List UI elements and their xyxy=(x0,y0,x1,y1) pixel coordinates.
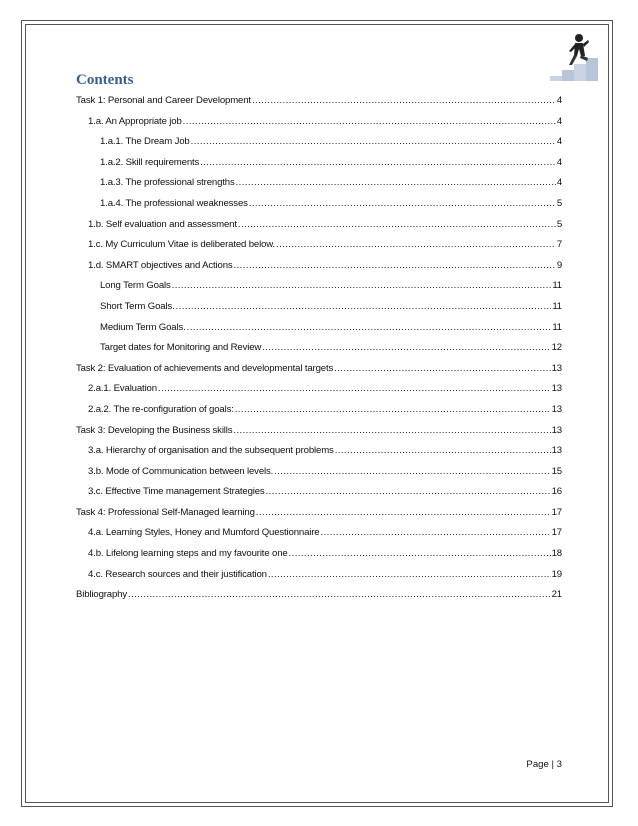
toc-entry[interactable] xyxy=(76,153,562,174)
toc-entry-page: 17 xyxy=(551,527,562,539)
toc-leader-dots xyxy=(176,297,552,318)
toc-entry-page: 4 xyxy=(556,156,562,168)
toc-leader-dots xyxy=(262,338,550,359)
toc-leader-dots xyxy=(234,256,556,277)
toc-entry[interactable] xyxy=(76,544,562,565)
toc-leader-dots xyxy=(200,153,556,174)
toc-entry-page: 15 xyxy=(551,465,562,477)
toc-entry-label: 1.d. SMART objectives and Actions xyxy=(88,259,233,271)
toc-entry-page: 17 xyxy=(551,506,562,518)
toc-entry[interactable] xyxy=(76,565,562,586)
toc-entry[interactable] xyxy=(76,359,562,380)
table-of-contents xyxy=(76,91,562,606)
toc-entry-page: 9 xyxy=(556,259,562,271)
toc-entry-label: 4.b. Lifelong learning steps and my favourite one xyxy=(88,548,288,560)
toc-entry[interactable] xyxy=(76,173,562,194)
toc-entry-page: 5 xyxy=(556,197,562,209)
toc-leader-dots xyxy=(335,441,551,462)
toc-entry-label: 3.b. Mode of Communication between levels. xyxy=(88,465,274,477)
toc-entry[interactable] xyxy=(76,132,562,153)
toc-entry-page: 4 xyxy=(556,95,562,106)
toc-entry-page: 7 xyxy=(556,239,562,251)
climbing-man-logo xyxy=(548,32,604,84)
toc-entry[interactable] xyxy=(76,235,562,256)
toc-entry[interactable] xyxy=(76,91,562,112)
toc-leader-dots xyxy=(236,173,556,194)
toc-entry-page: 12 xyxy=(551,342,562,354)
toc-entry[interactable] xyxy=(76,276,562,297)
toc-entry-label: Long Term Goals xyxy=(100,280,171,292)
toc-entry-page: 4 xyxy=(556,115,562,127)
toc-entry-page: 13 xyxy=(551,362,562,374)
toc-entry-label: Medium Term Goals. xyxy=(100,321,186,333)
toc-entry-label: 1.a.2. Skill requirements xyxy=(100,156,200,168)
toc-leader-dots xyxy=(249,194,556,215)
toc-entry-page: 13 xyxy=(551,424,562,436)
toc-leader-dots xyxy=(183,112,556,133)
toc-entry[interactable] xyxy=(76,194,562,215)
toc-entry-label: 1.a.1. The Dream Job xyxy=(100,136,190,148)
page-number-footer: Page | 3 xyxy=(526,759,562,770)
toc-entry[interactable] xyxy=(76,462,562,483)
toc-entry[interactable] xyxy=(76,215,562,236)
toc-entry-label: Bibliography xyxy=(76,589,127,601)
toc-entry-page: 4 xyxy=(556,136,562,148)
toc-entry-page: 21 xyxy=(551,589,562,601)
toc-entry[interactable] xyxy=(76,338,562,359)
toc-leader-dots xyxy=(252,91,556,112)
toc-entry-label: 1.a.4. The professional weaknesses xyxy=(100,197,248,209)
toc-entry-label: 3.a. Hierarchy of organisation and the subsequent problems xyxy=(88,445,334,457)
toc-leader-dots xyxy=(289,544,551,565)
toc-entry[interactable] xyxy=(76,421,562,442)
toc-entry-label: 4.a. Learning Styles, Honey and Mumford Questionnaire xyxy=(88,527,320,539)
toc-leader-dots xyxy=(233,421,550,442)
toc-entry-page: 13 xyxy=(551,403,562,415)
toc-entry-label: Task 4: Professional Self-Managed learning xyxy=(76,506,255,518)
toc-entry-label: Short Term Goals. xyxy=(100,300,175,312)
toc-leader-dots xyxy=(321,523,551,544)
toc-entry-page: 13 xyxy=(551,445,562,457)
toc-entry[interactable] xyxy=(76,256,562,277)
toc-leader-dots xyxy=(266,482,551,503)
toc-entry-page: 5 xyxy=(556,218,562,230)
toc-entry[interactable] xyxy=(76,379,562,400)
toc-entry-page: 4 xyxy=(556,177,562,189)
toc-entry-page: 11 xyxy=(552,321,562,333)
toc-leader-dots xyxy=(334,359,551,380)
toc-entry[interactable] xyxy=(76,112,562,133)
toc-leader-dots xyxy=(128,585,551,606)
toc-entry[interactable] xyxy=(76,318,562,339)
toc-leader-dots xyxy=(276,235,556,256)
toc-entry-label: 1.b. Self evaluation and assessment xyxy=(88,218,237,230)
toc-entry-label: Target dates for Monitoring and Review xyxy=(100,342,262,354)
toc-entry-label: 3.c. Effective Time management Strategies xyxy=(88,486,265,498)
toc-entry-page: 13 xyxy=(551,383,562,395)
toc-leader-dots xyxy=(158,379,551,400)
toc-entry[interactable] xyxy=(76,503,562,524)
toc-entry-label: Task 2: Evaluation of achievements and developmental targets xyxy=(76,362,334,374)
contents-heading: Contents xyxy=(76,72,134,88)
toc-entry-page: 18 xyxy=(551,548,562,560)
toc-entry-label: 1.a.3. The professional strengths xyxy=(100,177,235,189)
toc-leader-dots xyxy=(238,215,556,236)
toc-entry[interactable] xyxy=(76,482,562,503)
toc-leader-dots xyxy=(235,400,551,421)
toc-entry[interactable] xyxy=(76,400,562,421)
toc-entry-page: 16 xyxy=(551,486,562,498)
toc-entry[interactable] xyxy=(76,523,562,544)
toc-entry-label: 2.a.1. Evaluation xyxy=(88,383,157,395)
toc-leader-dots xyxy=(191,132,556,153)
toc-entry-page: 11 xyxy=(552,300,562,312)
toc-entry-label: 1.a. An Appropriate job xyxy=(88,115,182,127)
toc-entry-label: 1.c. My Curriculum Vitae is deliberated below. xyxy=(88,239,276,251)
toc-entry-page: 11 xyxy=(552,280,562,292)
toc-leader-dots xyxy=(172,276,552,297)
toc-entry-label: 2.a.2. The re-configuration of goals: xyxy=(88,403,234,415)
toc-entry[interactable] xyxy=(76,585,562,606)
toc-entry-label: 4.c. Research sources and their justification xyxy=(88,568,267,580)
toc-entry[interactable] xyxy=(76,441,562,462)
toc-leader-dots xyxy=(274,462,550,483)
toc-leader-dots xyxy=(268,565,551,586)
toc-leader-dots xyxy=(187,318,552,339)
toc-entry-page: 19 xyxy=(551,568,562,580)
toc-entry-label: Task 1: Personal and Career Development xyxy=(76,95,251,106)
toc-entry[interactable] xyxy=(76,297,562,318)
toc-entry-label: Task 3: Developing the Business skills xyxy=(76,424,233,436)
toc-leader-dots xyxy=(256,503,551,524)
